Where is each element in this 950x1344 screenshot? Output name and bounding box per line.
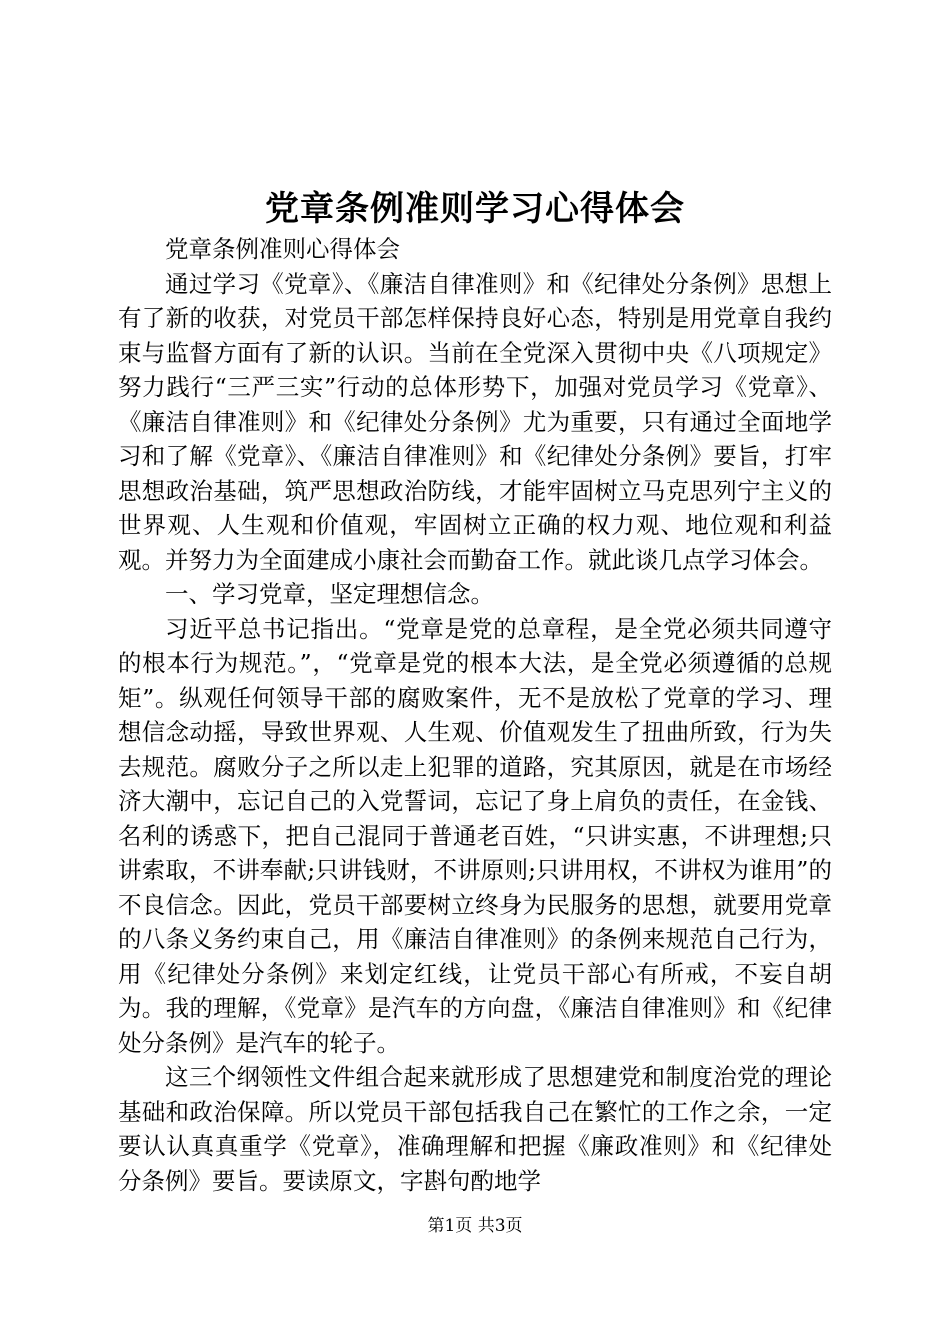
section-heading-1: 一、学习党章，坚定理想信念。: [165, 580, 494, 608]
document-body: [118, 232, 832, 1198]
paragraph-continuation: 这三个纲领性文件组合起来就形成了思想建党和制度治党的理论基础和政治保障。所以党员干部包括我自己在繁忙的工作之余，一定要认认真真重学《党章》，准确理解和把握《廉政准则》和《纪律处分条例》要旨。要读原文，字斟句酌地学: [118, 1063, 832, 1195]
page-footer: [0, 1214, 950, 1238]
page-number: 第1页 共3页: [427, 1216, 523, 1236]
paragraph-subtitle: 党章条例准则心得体会: [165, 235, 400, 263]
document-title: 党章条例准则学习心得体会: [265, 189, 685, 229]
paragraph-intro: 通过学习《党章》、《廉洁自律准则》和《纪律处分条例》思想上有了新的收获，对党员干部怎样保持良好心态，特别是用党章自我约束与监督方面有了新的认识。当前在全党深入贯彻中央《八项规定》努力践行“三严三实”行动的总体形势下，加强对党员学习《党章》、《廉洁自律准则》和《纪律处分条例》尤为重要，只有通过全面地学习和了解《党章》、《廉洁自律准则》和《纪律处分条例》要旨，打牢思想政治基础，筑严思想政治防线，才能牢固树立马克思列宁主义的世界观、人生观和价值观，牢固树立正确的权力观、地位观和利益观。并努力为全面建成小康社会而勤奋工作。就此谈几点学习体会。: [118, 269, 832, 574]
paragraph-section-1: 习近平总书记指出。“党章是党的总章程，是全党必须共同遵守的根本行为规范。”，“党章是党的根本大法，是全党必须遵循的总规矩”。纵观任何领导干部的腐败案件，无不是放松了党章的学习、理想信念动摇，导致世界观、人生观、价值观发生了扭曲所致，行为失去规范。腐败分子之所以走上犯罪的道路，究其原因，就是在市场经济大潮中，忘记自己的入党誓词，忘记了身上肩负的责任，在金钱、名利的诱惑下，把自己混同于普通老百姓，“只讲实惠，不讲理想;只讲索取，不讲奉献;只讲钱财，不讲原则;只讲用权，不讲权为谁用”的不良信念。因此，党员干部要树立终身为民服务的思想，就要用党章的八条义务约束自己，用《廉洁自律准则》的条例来规范自己行为，用《纪律处分条例》来划定红线，让党员干部心有所戒，不妄自胡为。我的理解，《党章》是汽车的方向盘，《廉洁自律准则》和《纪律处分条例》是汽车的轮子。: [118, 614, 832, 1057]
